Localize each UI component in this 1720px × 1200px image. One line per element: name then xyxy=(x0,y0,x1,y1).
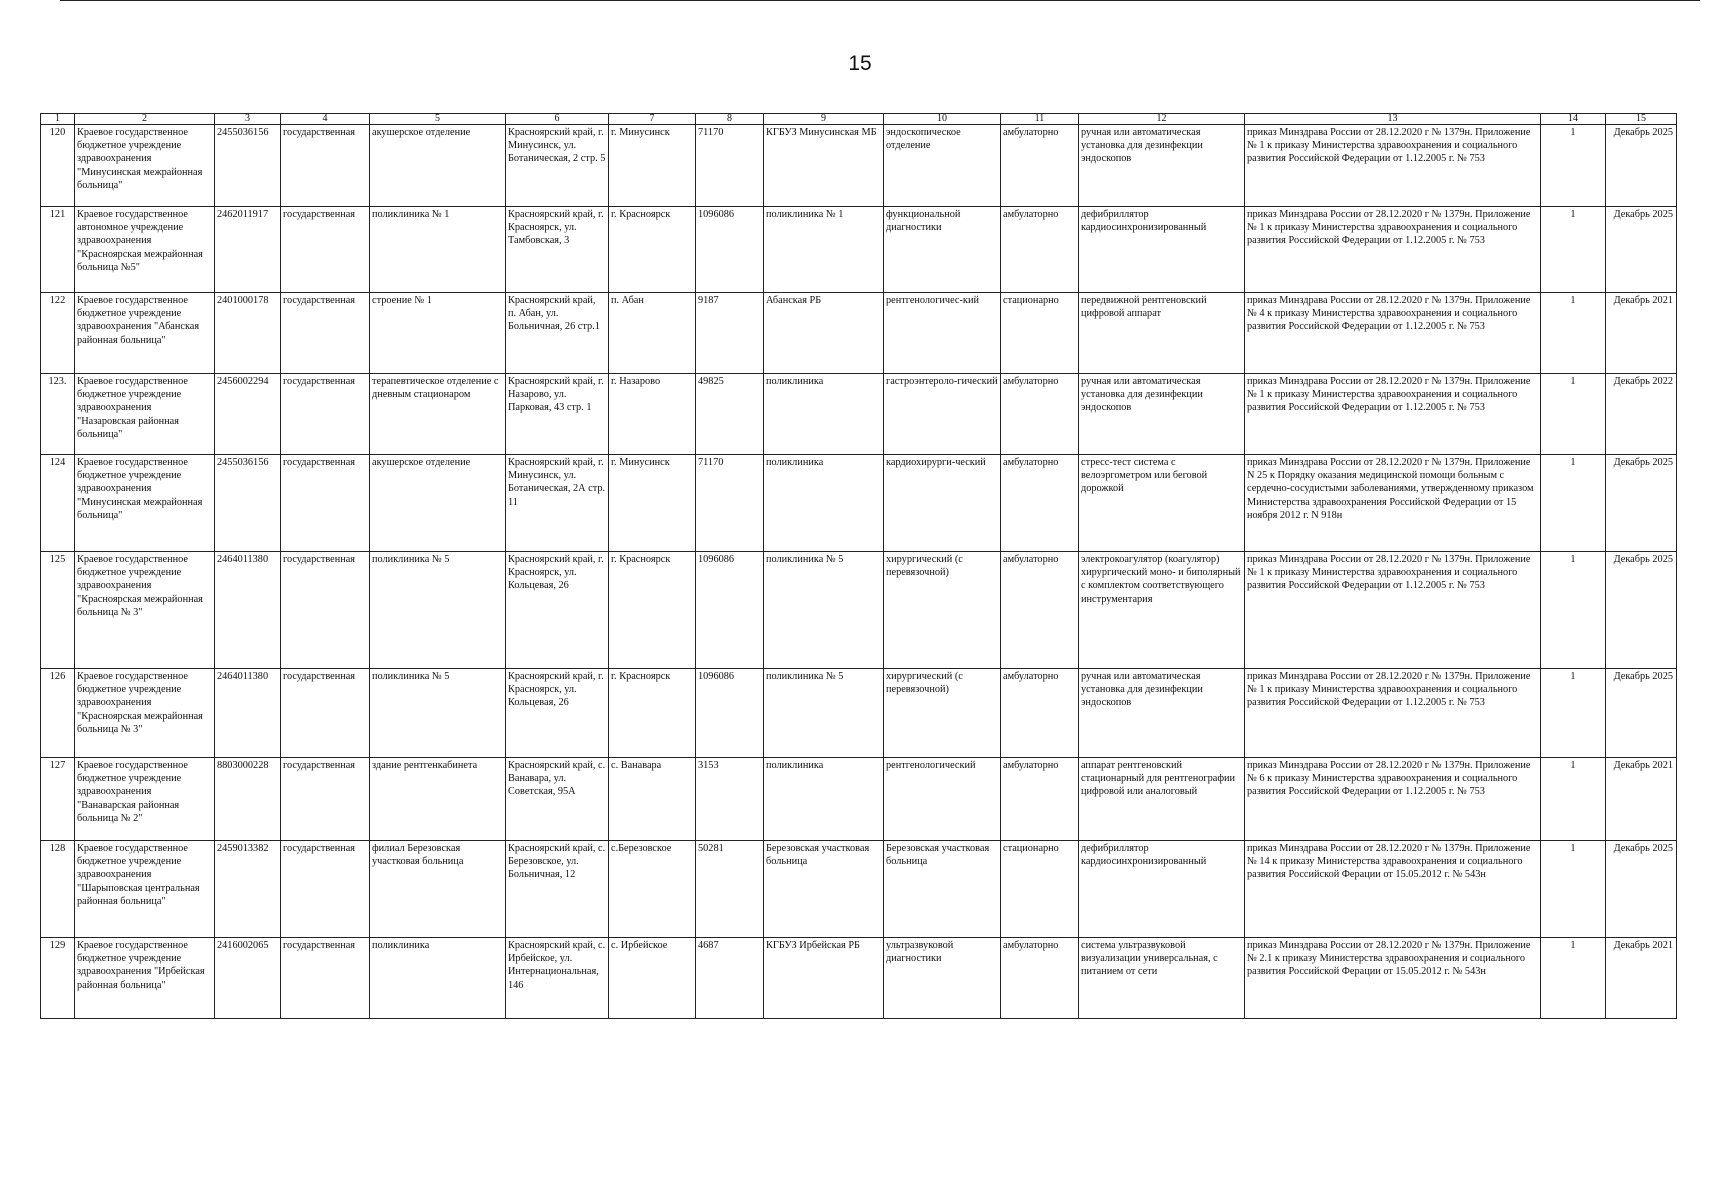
col-header: 14 xyxy=(1541,114,1606,125)
deadline-cell: Декабрь 2021 xyxy=(1606,293,1677,374)
ownership-cell: государственная xyxy=(281,552,370,669)
medical-organization-cell: КГБУЗ Ирбейская РБ xyxy=(764,938,884,1019)
standard-cell: приказ Минздрава России от 28.12.2020 г № 1379н. Приложение № 1 к приказу Министерства здравоохранения и социального развития Российской Федерации от 1.12.2005 г. № 753 xyxy=(1245,374,1541,455)
col-header: 8 xyxy=(696,114,764,125)
locality-cell: г. Красноярск xyxy=(609,207,696,293)
deadline-cell: Декабрь 2025 xyxy=(1606,841,1677,938)
address-cell: Красноярский край, г. Минусинск, ул. Ботаническая, 2А стр. 11 xyxy=(506,455,609,552)
quantity-cell: 1 xyxy=(1541,669,1606,758)
quantity-cell: 1 xyxy=(1541,841,1606,938)
standard-cell: приказ Минздрава России от 28.12.2020 г № 1379н. Приложение N 25 к Порядку оказания медицинской помощи больным с сердечно-сосудистыми заболеваниями, утвержденному приказом Министерства здравоохранения Российской Федерации от 15 ноября 2012 г. N 918н xyxy=(1245,455,1541,552)
population-cell: 4687 xyxy=(696,938,764,1019)
equipment-cell: ручная или автоматическая установка для дезинфекции эндоскопов xyxy=(1079,374,1245,455)
ownership-cell: государственная xyxy=(281,207,370,293)
care-form-cell: амбулаторно xyxy=(1001,552,1079,669)
locality-cell: с. Ирбейское xyxy=(609,938,696,1019)
row-number: 129 xyxy=(41,938,75,1019)
address-cell: Красноярский край, с. Ирбейское, ул. Интернациональная, 146 xyxy=(506,938,609,1019)
col-header: 13 xyxy=(1245,114,1541,125)
equipment-cell: ручная или автоматическая установка для дезинфекции эндоскопов xyxy=(1079,125,1245,207)
address-cell: Красноярский край, г. Назарово, ул. Парковая, 43 стр. 1 xyxy=(506,374,609,455)
col-header: 12 xyxy=(1079,114,1245,125)
deadline-cell: Декабрь 2021 xyxy=(1606,758,1677,841)
equipment-cell: аппарат рентгеновский стационарный для рентгенографии цифровой или аналоговый xyxy=(1079,758,1245,841)
unit-cell: филиал Березовская участковая больница xyxy=(370,841,506,938)
medical-organization-cell: Березовская участковая больница xyxy=(764,841,884,938)
ownership-cell: государственная xyxy=(281,374,370,455)
equipment-table xyxy=(40,113,1677,1019)
department-cell: эндоскопическое отделение xyxy=(884,125,1001,207)
table-row xyxy=(41,669,1677,758)
inn-cell: 2455036156 xyxy=(215,125,281,207)
population-cell: 50281 xyxy=(696,841,764,938)
equipment-cell: электрокоагулятор (коагулятор) хирургический моно- и биполярный с комплектом соответствующего инструментария xyxy=(1079,552,1245,669)
table-row xyxy=(41,207,1677,293)
medical-organization-cell: поликлиника xyxy=(764,374,884,455)
row-number: 127 xyxy=(41,758,75,841)
col-header: 15 xyxy=(1606,114,1677,125)
locality-cell: с. Ванавара xyxy=(609,758,696,841)
row-number: 124 xyxy=(41,455,75,552)
standard-cell: приказ Минздрава России от 28.12.2020 г № 1379н. Приложение № 1 к приказу Министерства здравоохранения и социального развития Российской Федерации от 1.12.2005 г. № 753 xyxy=(1245,669,1541,758)
locality-cell: п. Абан xyxy=(609,293,696,374)
quantity-cell: 1 xyxy=(1541,758,1606,841)
organization-cell: Краевое государственное бюджетное учреждение здравоохранения "Назаровская районная больница" xyxy=(75,374,215,455)
quantity-cell: 1 xyxy=(1541,938,1606,1019)
care-form-cell: амбулаторно xyxy=(1001,125,1079,207)
address-cell: Красноярский край, п. Абан, ул. Больничная, 26 стр.1 xyxy=(506,293,609,374)
deadline-cell: Декабрь 2025 xyxy=(1606,552,1677,669)
standard-cell: приказ Минздрава России от 28.12.2020 г № 1379н. Приложение № 1 к приказу Министерства здравоохранения и социального развития Российской Федерации от 1.12.2005 г. № 753 xyxy=(1245,552,1541,669)
organization-cell: Краевое государственное бюджетное учреждение здравоохранения "Минусинская межрайонная больница" xyxy=(75,455,215,552)
care-form-cell: амбулаторно xyxy=(1001,669,1079,758)
equipment-cell: ручная или автоматическая установка для дезинфекции эндоскопов xyxy=(1079,669,1245,758)
table-row xyxy=(41,125,1677,207)
population-cell: 9187 xyxy=(696,293,764,374)
col-header: 6 xyxy=(506,114,609,125)
deadline-cell: Декабрь 2021 xyxy=(1606,938,1677,1019)
organization-cell: Краевое государственное бюджетное учреждение здравоохранения "Минусинская межрайонная больница" xyxy=(75,125,215,207)
care-form-cell: амбулаторно xyxy=(1001,938,1079,1019)
department-cell: рентгенологичес-кий xyxy=(884,293,1001,374)
row-number: 126 xyxy=(41,669,75,758)
standard-cell: приказ Минздрава России от 28.12.2020 г № 1379н. Приложение № 14 к приказу Министерства здравоохранения и социального развития Российской Ферации от 15.05.2012 г. № 543н xyxy=(1245,841,1541,938)
quantity-cell: 1 xyxy=(1541,207,1606,293)
inn-cell: 2456002294 xyxy=(215,374,281,455)
locality-cell: с.Березовское xyxy=(609,841,696,938)
ownership-cell: государственная xyxy=(281,669,370,758)
row-number: 122 xyxy=(41,293,75,374)
department-cell: кардиохирурги-ческий xyxy=(884,455,1001,552)
medical-organization-cell: поликлиника № 1 xyxy=(764,207,884,293)
col-header: 3 xyxy=(215,114,281,125)
quantity-cell: 1 xyxy=(1541,374,1606,455)
population-cell: 49825 xyxy=(696,374,764,455)
care-form-cell: амбулаторно xyxy=(1001,758,1079,841)
unit-cell: акушерское отделение xyxy=(370,125,506,207)
equipment-cell: дефибриллятор кардиосинхронизированный xyxy=(1079,207,1245,293)
inn-cell: 2464011380 xyxy=(215,552,281,669)
unit-cell: поликлиника xyxy=(370,938,506,1019)
col-header: 10 xyxy=(884,114,1001,125)
unit-cell: поликлиника № 5 xyxy=(370,552,506,669)
locality-cell: г. Минусинск xyxy=(609,125,696,207)
population-cell: 1096086 xyxy=(696,552,764,669)
quantity-cell: 1 xyxy=(1541,293,1606,374)
inn-cell: 2455036156 xyxy=(215,455,281,552)
quantity-cell: 1 xyxy=(1541,125,1606,207)
inn-cell: 2459013382 xyxy=(215,841,281,938)
medical-organization-cell: поликлиника xyxy=(764,455,884,552)
row-number: 121 xyxy=(41,207,75,293)
address-cell: Красноярский край, г. Красноярск, ул. Кольцевая, 26 xyxy=(506,552,609,669)
department-cell: рентгенологический xyxy=(884,758,1001,841)
locality-cell: г. Красноярск xyxy=(609,669,696,758)
inn-cell: 8803000228 xyxy=(215,758,281,841)
inn-cell: 2462011917 xyxy=(215,207,281,293)
table-row xyxy=(41,374,1677,455)
unit-cell: здание рентгенкабинета xyxy=(370,758,506,841)
standard-cell: приказ Минздрава России от 28.12.2020 г № 1379н. Приложение № 4 к приказу Министерства здравоохранения и социального развития Российской Федерации от 1.12.2005 г. № 753 xyxy=(1245,293,1541,374)
ownership-cell: государственная xyxy=(281,455,370,552)
organization-cell: Краевое государственное бюджетное учреждение здравоохранения "Ванаварская районная больница № 2" xyxy=(75,758,215,841)
quantity-cell: 1 xyxy=(1541,552,1606,669)
ownership-cell: государственная xyxy=(281,841,370,938)
row-number: 128 xyxy=(41,841,75,938)
col-header: 2 xyxy=(75,114,215,125)
locality-cell: г. Красноярск xyxy=(609,552,696,669)
standard-cell: приказ Минздрава России от 28.12.2020 г № 1379н. Приложение № 1 к приказу Министерства здравоохранения и социального развития Российской Федерации от 1.12.2005 г. № 753 xyxy=(1245,207,1541,293)
address-cell: Красноярский край, с. Ванавара, ул. Советская, 95А xyxy=(506,758,609,841)
col-header: 9 xyxy=(764,114,884,125)
page-number: 15 xyxy=(848,52,872,75)
medical-organization-cell: Абанская РБ xyxy=(764,293,884,374)
department-cell: ультразвуковой диагностики xyxy=(884,938,1001,1019)
medical-organization-cell: поликлиника № 5 xyxy=(764,552,884,669)
population-cell: 71170 xyxy=(696,455,764,552)
care-form-cell: амбулаторно xyxy=(1001,207,1079,293)
care-form-cell: амбулаторно xyxy=(1001,374,1079,455)
col-header: 4 xyxy=(281,114,370,125)
care-form-cell: стационарно xyxy=(1001,293,1079,374)
organization-cell: Краевое государственное бюджетное учреждение здравоохранения "Красноярская межрайонная больница № 3" xyxy=(75,552,215,669)
address-cell: Красноярский край, г. Красноярск, ул. Кольцевая, 26 xyxy=(506,669,609,758)
care-form-cell: амбулаторно xyxy=(1001,455,1079,552)
unit-cell: терапевтическое отделение с дневным стационаром xyxy=(370,374,506,455)
organization-cell: Краевое государственное бюджетное учреждение здравоохранения "Ирбейская районная больница" xyxy=(75,938,215,1019)
ownership-cell: государственная xyxy=(281,758,370,841)
locality-cell: г. Назарово xyxy=(609,374,696,455)
header-row xyxy=(41,114,1677,125)
address-cell: Красноярский край, г. Красноярск, ул. Тамбовская, 3 xyxy=(506,207,609,293)
inn-cell: 2464011380 xyxy=(215,669,281,758)
table-row xyxy=(41,455,1677,552)
standard-cell: приказ Минздрава России от 28.12.2020 г № 1379н. Приложение № 1 к приказу Министерства здравоохранения и социального развития Российской Федерации от 1.12.2005 г. № 753 xyxy=(1245,125,1541,207)
medical-organization-cell: поликлиника xyxy=(764,758,884,841)
department-cell: Березовская участковая больница xyxy=(884,841,1001,938)
deadline-cell: Декабрь 2025 xyxy=(1606,207,1677,293)
equipment-cell: дефибриллятор кардиосинхронизированный xyxy=(1079,841,1245,938)
medical-organization-cell: КГБУЗ Минусинская МБ xyxy=(764,125,884,207)
ownership-cell: государственная xyxy=(281,938,370,1019)
unit-cell: поликлиника № 5 xyxy=(370,669,506,758)
organization-cell: Краевое государственное автономное учреждение здравоохранения "Красноярская межрайонная больница №5" xyxy=(75,207,215,293)
inn-cell: 2416002065 xyxy=(215,938,281,1019)
ownership-cell: государственная xyxy=(281,125,370,207)
row-number: 125 xyxy=(41,552,75,669)
row-number: 123. xyxy=(41,374,75,455)
table-row xyxy=(41,938,1677,1019)
department-cell: хирургический (с перевязочной) xyxy=(884,552,1001,669)
quantity-cell: 1 xyxy=(1541,455,1606,552)
col-header: 7 xyxy=(609,114,696,125)
medical-organization-cell: поликлиника № 5 xyxy=(764,669,884,758)
standard-cell: приказ Минздрава России от 28.12.2020 г № 1379н. Приложение № 6 к приказу Министерства здравоохранения и социального развития Российской Федерации от 1.12.2005 г. № 753 xyxy=(1245,758,1541,841)
care-form-cell: стационарно xyxy=(1001,841,1079,938)
table-row xyxy=(41,758,1677,841)
department-cell: функциональной диагностики xyxy=(884,207,1001,293)
equipment-cell: передвижной рентгеновский цифровой аппарат xyxy=(1079,293,1245,374)
top-rule xyxy=(60,0,1700,1)
deadline-cell: Декабрь 2025 xyxy=(1606,455,1677,552)
organization-cell: Краевое государственное бюджетное учреждение здравоохранения "Красноярская межрайонная больница № 3" xyxy=(75,669,215,758)
ownership-cell: государственная xyxy=(281,293,370,374)
population-cell: 1096086 xyxy=(696,207,764,293)
address-cell: Красноярский край, г. Минусинск, ул. Ботаническая, 2 стр. 5 xyxy=(506,125,609,207)
inn-cell: 2401000178 xyxy=(215,293,281,374)
unit-cell: строение № 1 xyxy=(370,293,506,374)
deadline-cell: Декабрь 2022 xyxy=(1606,374,1677,455)
table-row xyxy=(41,293,1677,374)
equipment-cell: система ультразвуковой визуализации универсальная, с питанием от сети xyxy=(1079,938,1245,1019)
unit-cell: поликлиника № 1 xyxy=(370,207,506,293)
deadline-cell: Декабрь 2025 xyxy=(1606,669,1677,758)
organization-cell: Краевое государственное бюджетное учреждение здравоохранения "Абанская районная больница" xyxy=(75,293,215,374)
standard-cell: приказ Минздрава России от 28.12.2020 г № 1379н. Приложение № 2.1 к приказу Министерства здравоохранения и социального развития Российской Ферации от 15.05.2012 г. № 543н xyxy=(1245,938,1541,1019)
population-cell: 3153 xyxy=(696,758,764,841)
address-cell: Красноярский край, с. Березовское, ул. Больничная, 12 xyxy=(506,841,609,938)
table-row xyxy=(41,552,1677,669)
department-cell: гастроэнтероло-гический xyxy=(884,374,1001,455)
table-row xyxy=(41,841,1677,938)
row-number: 120 xyxy=(41,125,75,207)
population-cell: 1096086 xyxy=(696,669,764,758)
locality-cell: г. Минусинск xyxy=(609,455,696,552)
organization-cell: Краевое государственное бюджетное учреждение здравоохранения "Шарыповская центральная районная больница" xyxy=(75,841,215,938)
col-header: 1 xyxy=(41,114,75,125)
equipment-cell: стресс-тест система с велоэргометром или беговой дорожкой xyxy=(1079,455,1245,552)
deadline-cell: Декабрь 2025 xyxy=(1606,125,1677,207)
unit-cell: акушерское отделение xyxy=(370,455,506,552)
department-cell: хирургический (с перевязочной) xyxy=(884,669,1001,758)
population-cell: 71170 xyxy=(696,125,764,207)
col-header: 5 xyxy=(370,114,506,125)
col-header: 11 xyxy=(1001,114,1079,125)
